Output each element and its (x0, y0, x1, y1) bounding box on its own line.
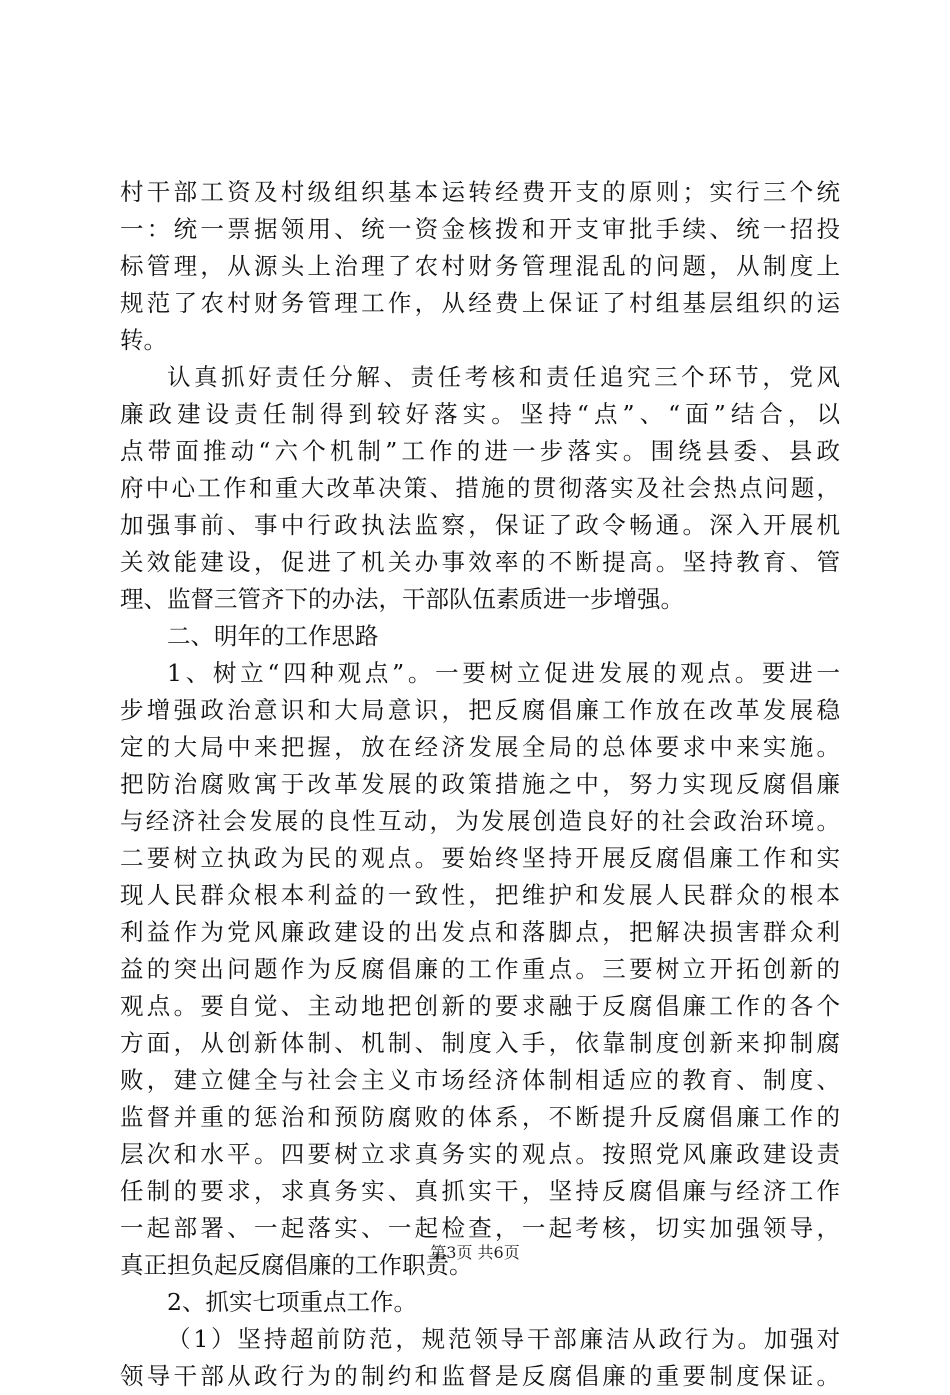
text-line: 真正担负起反腐倡廉的工作职责。 (120, 1251, 473, 1279)
text-line: 把防治腐败寓于改革发展的政策措施之中，努力实现反腐倡廉 (120, 770, 840, 798)
text-line: 定的大局中来把握，放在经济发展全局的总体要求中来实施。 (120, 733, 840, 761)
text-line: 一起部署、一起落实、一起检查，一起考核，切实加强领导， (120, 1214, 840, 1242)
text-line: 任制的要求，求真务实、真抓实干，坚持反腐倡廉与经济工作 (120, 1177, 840, 1205)
text-line: 败，建立健全与社会主义市场经济体制相适应的教育、制度、 (120, 1066, 840, 1094)
text-line: 与经济社会发展的良性互动，为发展创造良好的社会政治环境。 (120, 807, 840, 835)
text-line: 点带面推动“六个机制”工作的进一步落实。围绕县委、县政 (120, 437, 840, 465)
text-line: 益的突出问题作为反腐倡廉的工作重点。三要树立开拓创新的 (120, 955, 840, 983)
text-line: 理、监督三管齐下的办法，干部队伍素质进一步增强。 (120, 585, 684, 613)
text-line: （1）坚持超前防范，规范领导干部廉洁从政行为。加强对 (167, 1325, 840, 1353)
text-line: 关效能建设，促进了机关办事效率的不断提高。坚持教育、管 (120, 548, 840, 576)
text-line: 步增强政治意识和大局意识，把反腐倡廉工作放在改革发展稳 (120, 696, 840, 724)
text-line: 加强事前、事中行政执法监察，保证了政令畅通。深入开展机 (120, 511, 840, 539)
text-line: 领导干部从政行为的制约和监督是反腐倡廉的重要制度保证。 (120, 1362, 840, 1390)
text-line: 2、抓实七项重点工作。 (167, 1288, 417, 1316)
text-line: 村干部工资及村级组织基本运转经费开支的原则；实行三个统 (120, 178, 840, 206)
document-body (120, 174, 840, 1395)
text-line: 二、明年的工作思路 (167, 622, 379, 650)
text-line: 标管理，从源头上治理了农村财务管理混乱的问题，从制度上 (120, 252, 840, 280)
text-line: 认真抓好责任分解、责任考核和责任追究三个环节，党风 (167, 363, 840, 391)
text-line: 利益作为党风廉政建设的出发点和落脚点，把解决损害群众利 (120, 918, 840, 946)
page-footer: 第3页 共6页 (430, 1243, 520, 1262)
text-line: 规范了农村财务管理工作，从经费上保证了村组基层组织的运 (120, 289, 840, 317)
text-line: 监督并重的惩治和预防腐败的体系，不断提升反腐倡廉工作的 (120, 1103, 840, 1131)
text-line: 转。 (120, 326, 167, 354)
text-line: 府中心工作和重大改革决策、措施的贯彻落实及社会热点问题， (120, 474, 840, 502)
text-line: 二要树立执政为民的观点。要始终坚持开展反腐倡廉工作和实 (120, 844, 840, 872)
text-line: 1、树立“四种观点”。一要树立促进发展的观点。要进一 (167, 659, 840, 687)
text-line: 现人民群众根本利益的一致性，把维护和发展人民群众的根本 (120, 881, 840, 909)
text-line: 方面，从创新体制、机制、制度入手，依靠制度创新来抑制腐 (120, 1029, 840, 1057)
text-line: 一：统一票据领用、统一资金核拨和开支审批手续、统一招投 (120, 215, 840, 243)
text-line: 层次和水平。四要树立求真务实的观点。按照党风廉政建设责 (120, 1140, 840, 1168)
text-line: 观点。要自觉、主动地把创新的要求融于反腐倡廉工作的各个 (120, 992, 840, 1020)
text-line: 廉政建设责任制得到较好落实。坚持“点”、“面”结合，以 (120, 400, 840, 428)
